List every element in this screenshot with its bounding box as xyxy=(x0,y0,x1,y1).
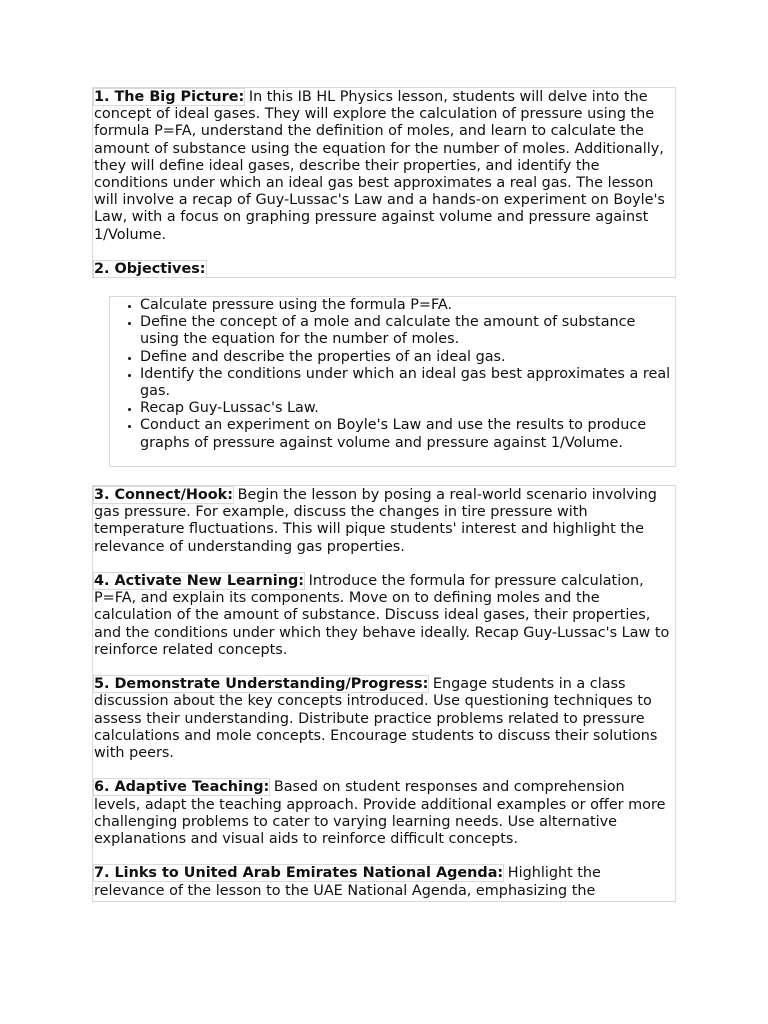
objective-item: • Define and describe the properties of an ideal gas. xyxy=(140,349,672,366)
big-picture-heading: 1. The Big Picture: xyxy=(94,89,245,105)
adaptive-teaching-text: Based on student responses and comprehension levels, adapt the teaching approach. Provide additional examples or offer more challenging problems to cater to varying learning needs. Use alternative explanations and visual aids to reinforce difficult concepts. xyxy=(94,779,666,848)
demonstrate-understanding-heading: 5. Demonstrate Understanding/Progress: xyxy=(94,676,429,693)
objective-item: • Recap Guy-Lussac's Law. xyxy=(140,400,672,417)
demonstrate-understanding-paragraph xyxy=(94,676,674,762)
objectives-heading-paragraph xyxy=(94,261,674,278)
objective-item: • Calculate pressure using the formula P=FA. xyxy=(140,297,672,314)
connect-hook-paragraph xyxy=(94,487,674,556)
activate-learning-text: Introduce the formula for pressure calculation, P=FA, and explain its components. Move on to defining moles and the calculation of the amount of substance. Discuss ideal gases, their properties, and the conditions under which they behave ideally. Recap Guy-Lussac's Law to reinforce related concepts. xyxy=(94,573,670,658)
objective-item: • Define the concept of a mole and calculate the amount of substance using the equation for the number of moles. xyxy=(140,314,672,348)
uae-agenda-heading: 7. Links to United Arab Emirates National Agenda: xyxy=(94,865,504,882)
adaptive-teaching-paragraph xyxy=(94,779,674,848)
uae-agenda-paragraph xyxy=(94,865,674,899)
lesson-steps-section xyxy=(92,485,676,902)
objective-item: • Conduct an experiment on Boyle's Law and use the results to produce graphs of pressure against volume and pressure against 1/Volume. xyxy=(140,417,672,451)
big-picture-text: In this IB HL Physics lesson, students will delve into the concept of ideal gases. They will explore the calculation of pressure using the formula P=FA, understand the definition of moles, and learn to calculate the amount of substance using the equation for the number of moles. Additionally, they will define ideal gases, describe their properties, and identify the conditions under which an ideal gas best approximates a real gas. The lesson will involve a recap of Guy-Lussac's Law and a hands-on experiment on Boyle's Law, with a focus on graphing pressure against volume and pressure against 1/Volume. xyxy=(94,89,665,243)
big-picture-paragraph xyxy=(94,89,674,244)
objectives-heading: 2. Objectives: xyxy=(94,261,206,278)
connect-hook-heading: 3. Connect/Hook: xyxy=(94,487,233,503)
activate-learning-heading: 4. Activate New Learning: xyxy=(94,573,305,589)
activate-learning-paragraph xyxy=(94,573,674,659)
big-picture-section xyxy=(92,87,676,278)
objectives-list-box xyxy=(109,296,676,467)
adaptive-teaching-heading: 6. Adaptive Teaching: xyxy=(94,779,270,796)
objectives-list xyxy=(110,297,672,452)
connect-hook-text: Begin the lesson by posing a real-world scenario involving gas pressure. For example, discuss the changes in tire pressure with temperature fluctuations. This will pique students' interest and highlight the relevance of understanding gas properties. xyxy=(94,487,657,555)
uae-agenda-text: Highlight the relevance of the lesson to the UAE National Agenda, emphasizing the xyxy=(94,865,601,899)
objective-item: • Identify the conditions under which an ideal gas best approximates a real gas. xyxy=(140,366,672,400)
demonstrate-understanding-text: Engage students in a class discussion about the key concepts introduced. Use questioning techniques to assess their understanding. Distribute practice problems related to pressure calculations and mole concepts. Encourage students to discuss their solutions with peers. xyxy=(94,676,658,762)
